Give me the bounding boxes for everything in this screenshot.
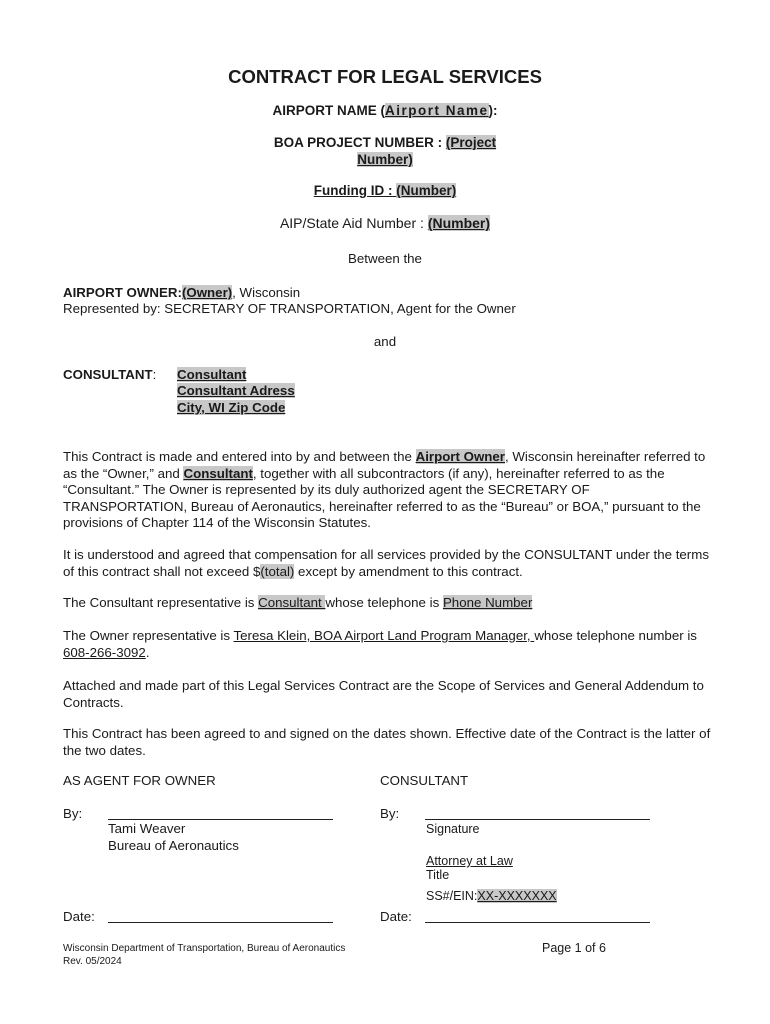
agent-name: Tami Weaver [108, 821, 186, 836]
agent-date-line[interactable] [108, 922, 333, 923]
attachments-paragraph: Attached and made part of this Legal Services Contract are the Scope of Services and General Addendum to Contracts. [63, 678, 704, 710]
ss-ein-field[interactable]: XX-XXXXXXX [477, 889, 557, 903]
boa-project-line [0, 135, 770, 150]
compensation-paragraph [63, 547, 713, 580]
footer-org: Wisconsin Department of Transportation, Bureau of Aeronautics [63, 943, 346, 954]
owner-line [63, 285, 300, 300]
aip-number-label: AIP/State Aid Number : [279, 215, 428, 231]
ss-ein-line [426, 889, 557, 903]
consultant-city-field[interactable]: City, WI Zip Code [177, 400, 286, 415]
airport-name-line [0, 103, 770, 118]
title-label: Title [426, 868, 450, 882]
boa-project-line-2 [0, 152, 770, 167]
signature-label: Signature [426, 822, 480, 836]
consultant-rep-field[interactable]: Consultant [258, 595, 326, 610]
consultant-colon: : [152, 367, 157, 382]
agent-heading: AS AGENT FOR OWNER [63, 773, 216, 788]
boa-project-label: BOA PROJECT NUMBER : [273, 135, 446, 150]
intro-consultant-field[interactable]: Consultant [183, 465, 253, 481]
consultant-rep-paragraph [63, 595, 713, 612]
funding-id-field[interactable]: (Number) [396, 183, 457, 198]
owner-rep-text-a: The Owner representative is [63, 628, 234, 643]
agent-by-label: By: [63, 806, 83, 821]
ss-ein-label: SS#/EIN: [426, 889, 478, 903]
consultant-city-line [177, 400, 285, 415]
consultant-address-field[interactable]: Consultant Adress [177, 383, 295, 398]
owner-label: AIRPORT OWNER [63, 285, 178, 300]
consultant-date-line[interactable] [425, 922, 650, 923]
page-number: Page 1 of 6 [542, 941, 606, 955]
airport-name-field[interactable]: Airport Name [384, 103, 489, 118]
compensation-text-a: It is understood and agreed that compensation for all services provided by the CONSULTANT under the terms of this contract shall not exceed $ [63, 547, 709, 579]
aip-number-line [0, 215, 770, 231]
consultant-by-label: By: [380, 806, 400, 821]
and-text: and [373, 334, 397, 349]
intro-text-c: , together with all subcontractors (if any), hereinafter referred to as the “Consultant.” The Owner is represented by its duly authorized agent the SECRETARY OF TRANSPORTATION, Bureau of Aeronautics, hereinafter referred to as the “Bureau” or BOA,” pursuant to the provisions of Chapter 114 of the Wisconsin Statutes. [63, 465, 701, 531]
owner-rep-phone: 608-266-3092 [63, 644, 146, 660]
airport-name-label: AIRPORT NAME ( [272, 103, 385, 118]
represented-by-text: Represented by: SECRETARY OF TRANSPORTATION, Agent for the Owner [63, 301, 516, 316]
owner-rep-paragraph [63, 628, 713, 661]
boa-project-field-2[interactable]: Number) [357, 152, 413, 167]
consultant-date-label: Date: [380, 909, 412, 924]
consultant-name-line [177, 367, 246, 382]
compensation-total-field[interactable]: (total) [260, 563, 295, 579]
owner-rep-name: Teresa Klein, BOA Airport Land Program Manager, [233, 628, 535, 643]
consultant-address-line [177, 383, 295, 398]
between-text: Between the [348, 251, 422, 266]
intro-text-b: , Wisconsin hereinafter referred to as the “Owner,” and [63, 449, 706, 481]
owner-rep-text-b: whose telephone number is [534, 628, 697, 643]
compensation-text-b: except by amendment to this contract. [294, 563, 523, 579]
consultant-signature-line[interactable] [425, 819, 650, 820]
owner-rep-text-c: . [145, 644, 150, 660]
agent-org: Bureau of Aeronautics [108, 838, 239, 853]
title-value: Attorney at Law [426, 854, 513, 868]
agent-date-label: Date: [63, 909, 95, 924]
boa-project-field-1[interactable]: (Project [445, 135, 497, 150]
aip-number-field[interactable]: (Number) [427, 215, 491, 231]
consultant-heading: CONSULTANT [380, 773, 469, 788]
consultant-rep-text-b: whose telephone is [325, 595, 443, 610]
airport-name-close: ): [488, 103, 498, 118]
intro-owner-field[interactable]: Airport Owner [415, 449, 505, 464]
owner-colon: : [177, 285, 182, 300]
funding-id-line [0, 183, 770, 198]
consultant-phone-field[interactable]: Phone Number [442, 595, 533, 610]
consultant-label-line [63, 367, 156, 382]
agreement-paragraph: This Contract has been agreed to and signed on the dates shown. Effective date of the Contract is the latter of the two dates. [63, 726, 711, 758]
consultant-rep-text-a: The Consultant representative is [63, 595, 259, 610]
consultant-name-field[interactable]: Consultant [177, 367, 247, 382]
footer-rev: Rev. 05/2024 [63, 956, 122, 967]
funding-id-label: Funding ID : [313, 183, 397, 198]
contract-intro-paragraph [63, 449, 713, 532]
agent-signature-line[interactable] [108, 819, 333, 820]
owner-field[interactable]: (Owner) [181, 285, 233, 300]
document-title: CONTRACT FOR LEGAL SERVICES [228, 66, 542, 87]
consultant-label: CONSULTANT [63, 367, 153, 382]
intro-text-a: This Contract is made and entered into by and between the [63, 449, 416, 464]
owner-suffix: , Wisconsin [232, 285, 301, 300]
